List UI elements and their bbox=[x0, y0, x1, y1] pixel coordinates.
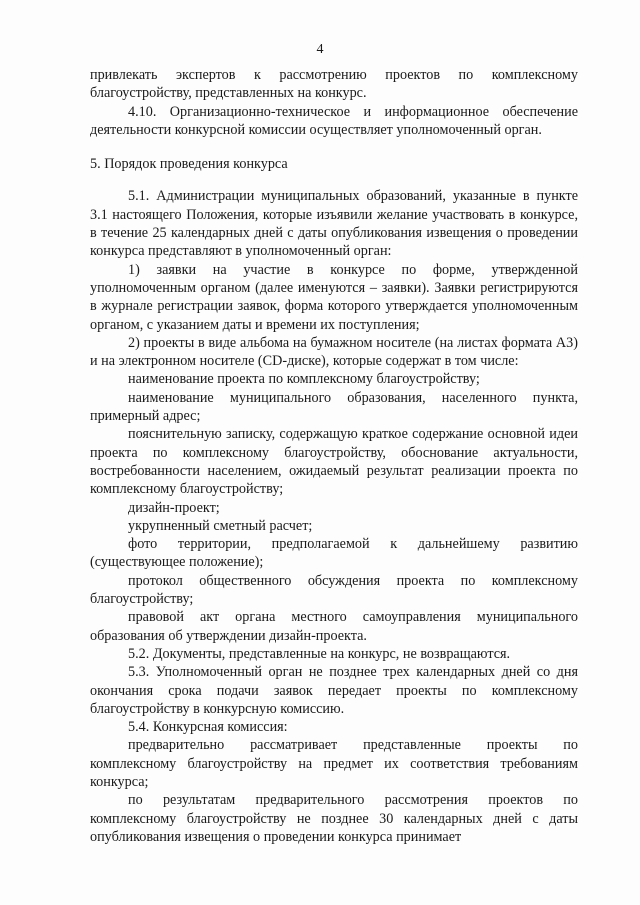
paragraph: 2) проекты в виде альбома на бумажном носителе (на листах формата А3) и на электронном носителе (CD-диске), которые содержат в том числе: bbox=[90, 334, 578, 370]
paragraph: 1) заявки на участие в конкурсе по форме, утвержденной уполномоченным органом (далее именуются – заявки). Заявки регистрируются в журнале регистрации заявок, форма которого утверждается уполномоченным органом, с указанием даты и времени их поступления; bbox=[90, 261, 578, 333]
list-item: наименование муниципального образования, населенного пункта, примерный адрес; bbox=[90, 389, 578, 425]
list-item: дизайн-проект; bbox=[128, 499, 220, 516]
paragraph: предварительно рассматривает представленные проекты по комплексному благоустройству на предмет их соответствия требованиям конкурса; bbox=[90, 737, 578, 790]
document-body bbox=[90, 66, 578, 846]
paragraph: 5.1. Администрации муниципальных образований, указанные в пункте 3.1 настоящего Положения, которые изъявили желание участвовать в конкурсе, в течение 25 календарных дней с даты опубликования извещения о проведении конкурса представляют в уполномоченный орган: bbox=[90, 188, 578, 260]
paragraph-continued: привлекать экспертов к рассмотрению проектов по комплексному благоустройству, представленных на конкурс. bbox=[90, 67, 578, 102]
list-item: наименование проекта по комплексному благоустройству; bbox=[128, 371, 480, 388]
paragraph: 5.4. Конкурсная комиссия: bbox=[128, 719, 288, 736]
paragraph: 5.3. Уполномоченный орган не позднее трех календарных дней со дня окончания срока подачи заявок передает проекты по комплексному благоустройству в конкурсную комиссию. bbox=[90, 664, 578, 717]
list-item: фото территории, предполагаемой к дальнейшему развитию (существующее положение); bbox=[90, 536, 578, 571]
list-item: правовой акт органа местного самоуправления муниципального образования об утверждении дизайн-проекта. bbox=[90, 609, 578, 644]
page-number: 4 bbox=[316, 42, 324, 57]
list-item: пояснительную записку, содержащую краткое содержание основной идеи проекта по комплексному благоустройству, обоснование актуальности, востребованности населением, ожидаемый результат реализации проекта по комплексному благоустройству; bbox=[90, 426, 578, 498]
list-item: протокол общественного обсуждения проекта по комплексному благоустройству; bbox=[90, 572, 578, 608]
list-item: укрупненный сметный расчет; bbox=[128, 517, 313, 534]
paragraph: по результатам предварительного рассмотрения проектов по комплексному благоустройству не позднее 30 календарных дней с даты опубликования извещения о проведении конкурса принимает bbox=[90, 792, 578, 845]
paragraph-4-10: 4.10. Организационно-техническое и информационное обеспечение деятельности конкурсной комиссии осуществляет уполномоченный орган. bbox=[90, 103, 578, 138]
paragraph: 5.2. Документы, представленные на конкурс, не возвращаются. bbox=[128, 645, 511, 662]
section-heading: 5. Порядок проведения конкурса bbox=[90, 156, 288, 173]
